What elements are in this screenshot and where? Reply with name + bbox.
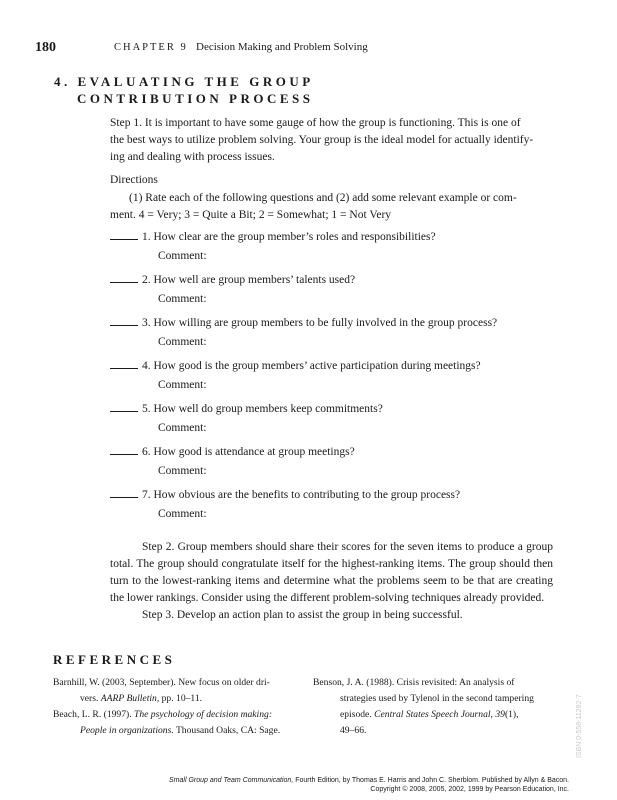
question-text: 6. How good is attendance at group meetings? [142, 446, 355, 458]
comment-label: Comment: [158, 379, 207, 391]
section-heading-line1: 4. EVALUATING THE GROUP [54, 74, 314, 89]
reference-text: vers. [80, 693, 101, 704]
rating-blank[interactable] [110, 401, 138, 412]
reference-text: (1), [504, 709, 519, 720]
reference-text: Thousand Oaks, CA: Sage. [173, 725, 281, 736]
step1-line: the best ways to utilize problem solving. Your group is the ideal model for actually identify- [110, 134, 534, 146]
footer-line2: Copyright © 2008, 2005, 2002, 1999 by Pearson Education, Inc. [370, 786, 569, 793]
directions-text [110, 190, 553, 224]
question-1 [110, 229, 436, 243]
footer-book-title: Small Group and Team Communication, [169, 777, 294, 784]
step1-line: ing and dealing with process issues. [110, 151, 275, 163]
question-5 [110, 401, 383, 415]
reference-title: AARP Bulletin, [100, 693, 160, 704]
question-text: 5. How well do group members keep commitments? [142, 403, 383, 415]
comment-label: Comment: [158, 336, 207, 348]
reference-line [53, 723, 301, 739]
step1-paragraph [110, 115, 553, 166]
comment-label: Comment: [158, 508, 207, 520]
step2-text: Step 2. Group members should share their scores for the seven items to produce a group total. The group should congratulate itself for the highest-ranking items. The group should then turn to the lowest-ranking items and determine what the problems seem to be that are creating the lower rankings. Consider using the different problem-solving techniques already provided. [110, 541, 553, 604]
directions-line1: (1) Rate each of the following questions and (2) add some relevant example or com- [129, 192, 517, 204]
question-7 [110, 487, 460, 501]
reference-item [53, 675, 301, 707]
reference-title: The psychology of decision making: [134, 709, 273, 720]
footer-line1 [169, 776, 569, 785]
reference-item [313, 675, 553, 739]
question-6 [110, 444, 355, 458]
reference-line: Barnhill, W. (2003, September). New focus on older dri- [53, 677, 270, 688]
comment-label: Comment: [158, 250, 207, 262]
rating-blank[interactable] [110, 444, 138, 455]
reference-title: Central States Speech Journal, 39 [374, 709, 505, 720]
reference-text: Beach, L. R. (1997). [53, 709, 134, 720]
reference-line: Benson, J. A. (1988). Crisis revisited: An analysis of [313, 677, 515, 688]
rating-blank[interactable] [110, 229, 138, 240]
comment-label: Comment: [158, 293, 207, 305]
chapter-label: CHAPTER 9 [114, 42, 188, 53]
copyright-footer [169, 776, 569, 794]
reference-text: pp. 10–11. [159, 693, 203, 704]
reference-line: 49–66. [340, 725, 367, 736]
question-text: 2. How well are group members’ talents used? [142, 274, 356, 286]
isbn-text: ISBN 0-558-11292-7 [576, 694, 583, 758]
rating-blank[interactable] [110, 358, 138, 369]
directions-label: Directions [110, 174, 158, 186]
isbn-watermark [576, 668, 588, 758]
question-4 [110, 358, 481, 372]
reference-line [53, 707, 301, 723]
rating-blank[interactable] [110, 315, 138, 326]
rating-blank[interactable] [110, 487, 138, 498]
reference-line [313, 707, 553, 723]
step1-line: Step 1. It is important to have some gauge of how the group is functioning. This is one of [110, 117, 521, 129]
page-number: 180 [35, 40, 56, 55]
reference-text: episode. [340, 709, 375, 720]
step2-paragraph [110, 539, 553, 624]
question-text: 1. How clear are the group member’s roles and responsibilities? [142, 231, 436, 243]
references-heading: REFERENCES [53, 652, 176, 667]
reference-title: People in organizations. [80, 725, 174, 736]
comment-label: Comment: [158, 422, 207, 434]
question-text: 4. How good is the group members’ active participation during meetings? [142, 360, 481, 372]
reference-item [53, 707, 301, 739]
chapter-title: Decision Making and Problem Solving [196, 41, 368, 53]
comment-label: Comment: [158, 465, 207, 477]
question-text: 3. How willing are group members to be fully involved in the group process? [142, 317, 498, 329]
footer-text: Fourth Edition, by Thomas E. Harris and John C. Sherblom. Published by Allyn & Bacon. [293, 777, 569, 784]
question-text: 7. How obvious are the benefits to contributing to the group process? [142, 489, 461, 501]
reference-line: strategies used by Tylenol in the second tampering [340, 693, 534, 704]
question-2 [110, 272, 355, 286]
directions-line2: ment. 4 = Very; 3 = Quite a Bit; 2 = Somewhat; 1 = Not Very [110, 209, 392, 221]
section-heading [54, 73, 314, 107]
step3-text: Step 3. Develop an action plan to assist the group in being successful. [142, 609, 463, 621]
question-3 [110, 315, 497, 329]
rating-blank[interactable] [110, 272, 138, 283]
section-heading-line2: CONTRIBUTION PROCESS [77, 91, 314, 106]
reference-line [53, 691, 301, 707]
